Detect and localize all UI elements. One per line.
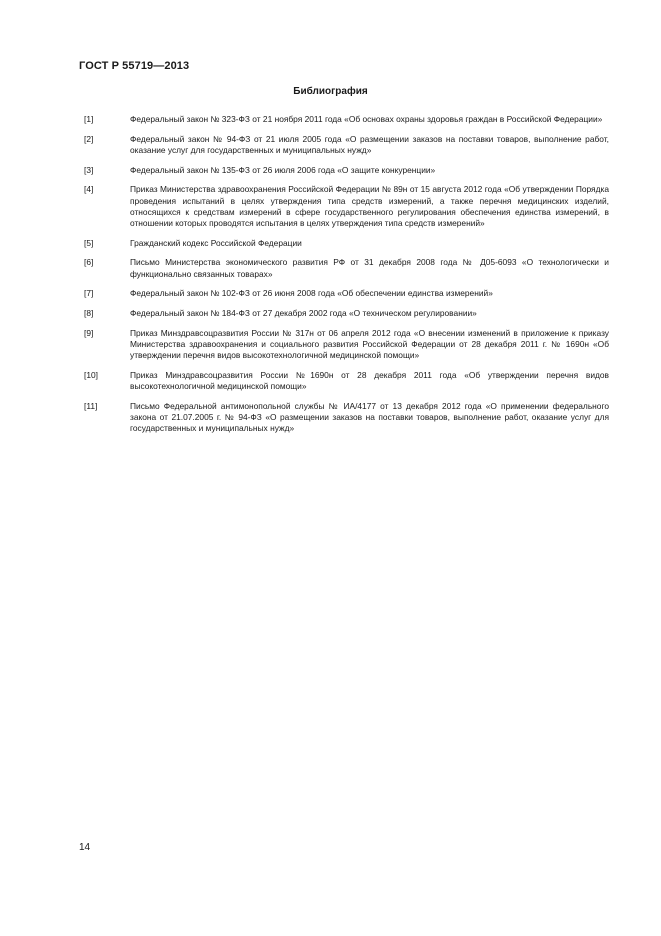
page-number: 14 (79, 842, 91, 853)
entry-number: [3] (84, 164, 94, 175)
bibliography-entry (84, 328, 609, 362)
bibliography-entry (84, 114, 609, 125)
entry-number: [1] (84, 114, 94, 124)
entry-number: [4] (84, 184, 94, 195)
bibliography-entry (84, 134, 609, 156)
bibliography-entry (84, 165, 609, 176)
entry-text: Приказ Минздравсоцразвития России № 317н от 06 апреля 2012 года «О внесении изменений в приложение к приказу Министерства здравоохранения и социального развития Российской Федерации от 28 декабря 2011 г. № 1690н «Об утверждении перечня видов высокотехнологичной медицинской помощи» (130, 327, 609, 361)
bibliography-entry (84, 257, 609, 279)
bibliography-entry (84, 238, 609, 249)
entry-number: [9] (84, 327, 94, 338)
bibliography-entry (84, 308, 609, 319)
entry-number: [2] (84, 133, 94, 144)
entry-text: Федеральный закон № 323-ФЗ от 21 ноября 2011 года «Об основах охраны здоровья граждан в Российской Федерации» (130, 114, 603, 124)
entry-number: [6] (84, 257, 94, 268)
entry-text: Приказ Минздравсоцразвития России №1690н от 28 декабря 2011 года «Об утверждении перечня видов высокотехнологичной медицинской помощи» (130, 369, 609, 391)
bibliography-list (84, 114, 609, 443)
standard-designation: ГОСТ Р 55719—2013 (79, 60, 190, 72)
entry-text: Гражданский кодекс Российской Федерации (130, 237, 302, 248)
entry-number: [5] (84, 237, 94, 248)
entry-text: Письмо Министерства экономического развития РФ от 31 декабря 2008 года № Д05-6093 «О технологически и функционально связанных товарах» (130, 257, 609, 279)
entry-text: Федеральный закон № 184-ФЗ от 27 декабря 2002 года «О техническом регулировании» (130, 307, 477, 318)
bibliography-entry (84, 370, 609, 392)
entry-text: Письмо Федеральной антимонопольной службы № ИА/4177 от 13 декабря 2012 года «О применении федерального закона от 21.07.2005 г. № 94-ФЗ «О размещении заказов на поставки товаров, выполнение работ, оказание услуг для государственных и муниципальных нужд» (130, 400, 609, 434)
entry-number: [11] (84, 400, 98, 411)
entry-number: [10] (84, 369, 98, 380)
bibliography-entry (84, 184, 609, 229)
entry-text: Федеральный закон № 102-ФЗ от 26 июня 2008 года «Об обеспечении единства измерений» (130, 288, 493, 299)
entry-text: Приказ Министерства здравоохранения Российской Федерации № 89н от 15 августа 2012 года «Об утверждении Порядка проведения испытаний в целях утверждения типа средств измерений, а также перечня медицинских изделий, относящихся к средствам измерений в сфере государственного регулирования обеспечения единства измерений, в отношении которых проводятся испытания в целях утверждения типа средств измерений» (130, 184, 609, 228)
bibliography-entry (84, 288, 609, 299)
entry-text: Федеральный закон № 135-ФЗ от 26 июля 2006 года «О защите конкуренции» (130, 164, 436, 175)
entry-number: [7] (84, 288, 94, 299)
bibliography-title: Библиография (293, 86, 368, 97)
bibliography-entry (84, 401, 609, 435)
entry-number: [8] (84, 307, 94, 318)
entry-text: Федеральный закон № 94-ФЗ от 21 июля 2005 года «О размещении заказов на поставки товаров, выполнение работ, оказание услуг для государственных и муниципальных нужд» (130, 133, 609, 155)
